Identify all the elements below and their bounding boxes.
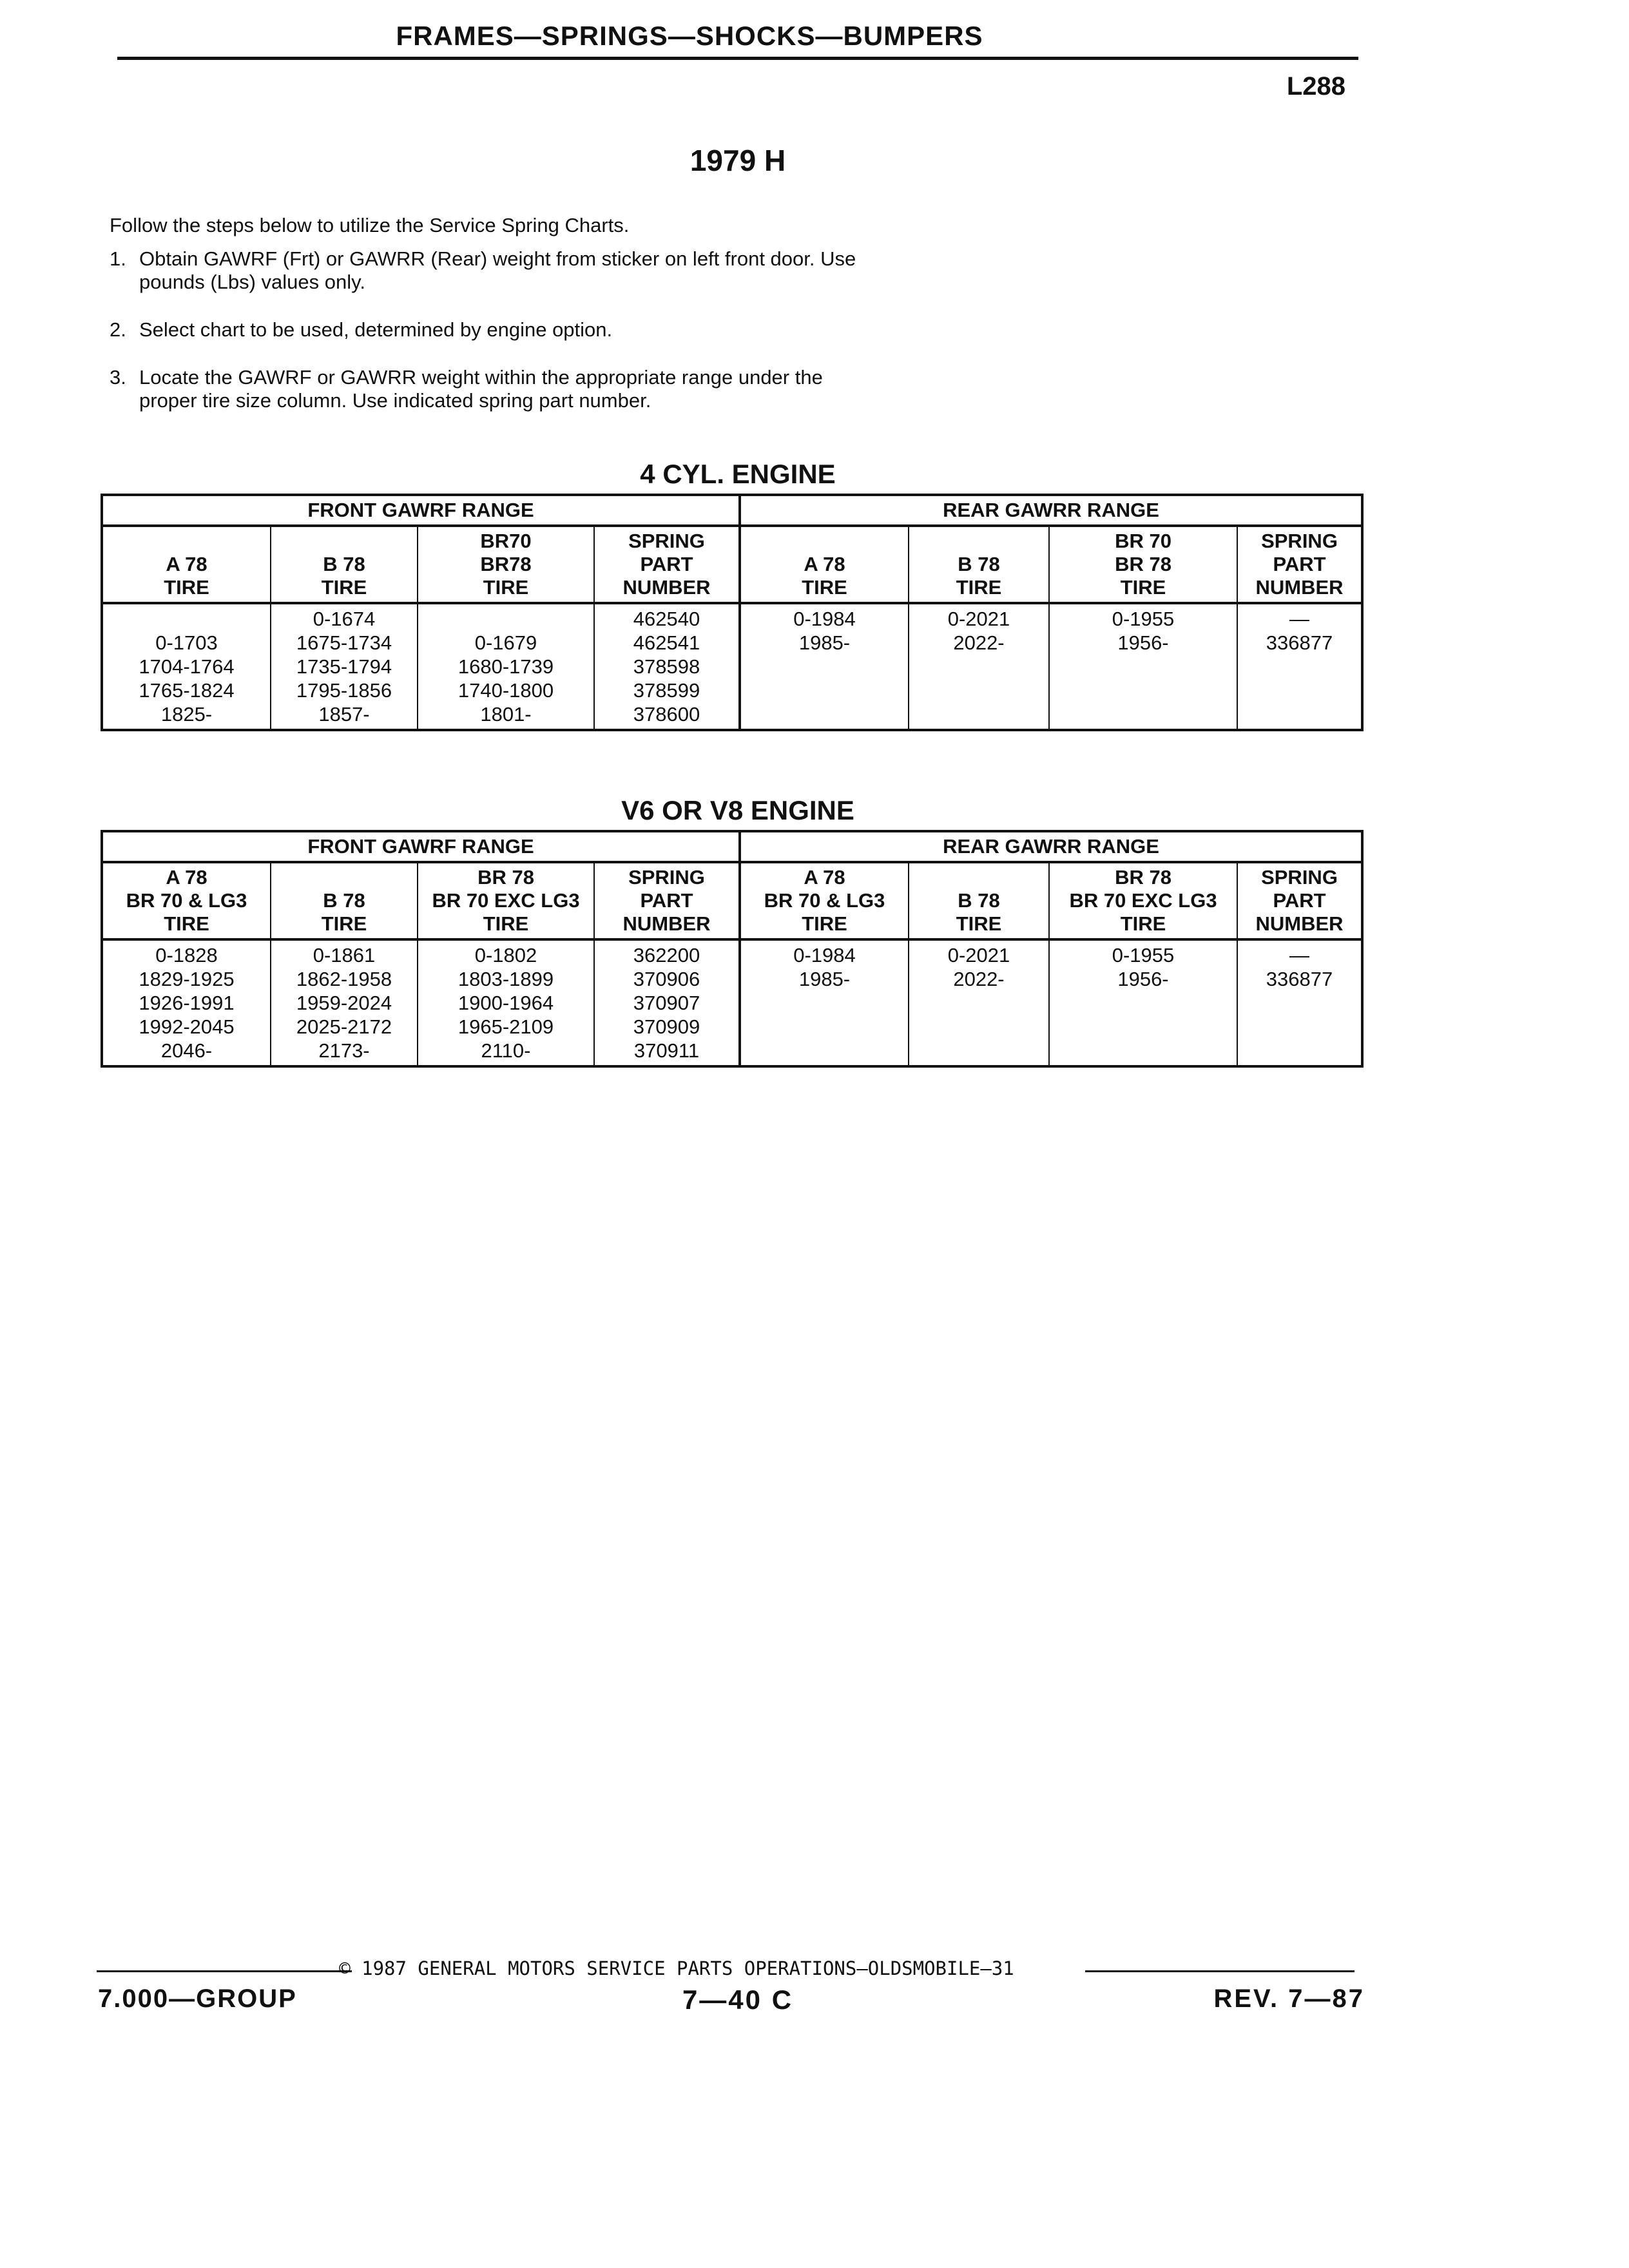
cell-value: 1926-1991 — [139, 992, 235, 1014]
cell-value: 1795-1856 — [296, 679, 392, 702]
cell-value: 1765-1824 — [139, 679, 235, 702]
column-header-line: TIRE — [1120, 912, 1166, 935]
cell-value: 0-2021 — [947, 608, 1010, 630]
header-rule — [117, 57, 1358, 60]
data-column — [418, 939, 594, 1066]
column-header-line: NUMBER — [622, 576, 711, 599]
instruction-step — [110, 318, 857, 341]
data-column — [740, 939, 909, 1066]
cell-value: 1965-2109 — [458, 1015, 554, 1038]
column-header-line — [909, 530, 1048, 553]
model-title: 1979 H — [689, 144, 786, 177]
column-header — [1237, 526, 1362, 603]
column-header-line: TIRE — [802, 912, 847, 935]
column-header-line: SPRING — [628, 866, 705, 889]
column-header-line: SPRING — [1261, 866, 1338, 889]
column-header-line: A 78 — [166, 553, 207, 575]
column-header-line: TIRE — [164, 912, 209, 935]
column-header — [740, 862, 909, 939]
column-header — [1237, 862, 1362, 939]
cell-value: 0-1703 — [155, 631, 218, 654]
data-column — [740, 603, 909, 730]
data-column — [594, 939, 740, 1066]
column-header-line: B 78 — [323, 553, 365, 575]
column-header-line: BR 78 — [1115, 553, 1171, 575]
column-header-line: TIRE — [164, 576, 209, 599]
footer-page-number: 7—40 C — [682, 1984, 794, 2015]
cell-value: 1704-1764 — [139, 655, 235, 678]
column-header-line: BR 70 & LG3 — [764, 889, 885, 912]
engine-heading-v6-v8: V6 OR V8 ENGINE — [621, 795, 854, 825]
cell-value: 1857- — [318, 703, 370, 726]
data-column — [1049, 939, 1237, 1066]
footer-group: 7.000—GROUP — [98, 1984, 297, 2013]
column-header — [740, 526, 909, 603]
column-header-line: BR 70 EXC LG3 — [1069, 889, 1217, 912]
page-code: L288 — [1286, 72, 1345, 101]
cell-value: 1735-1794 — [296, 655, 392, 678]
column-header-line: TIRE — [956, 912, 1002, 935]
column-header-line: BR 70 & LG3 — [126, 889, 247, 912]
data-column — [102, 939, 271, 1066]
column-header — [909, 862, 1049, 939]
cell-value: 0-1984 — [793, 608, 856, 630]
data-column — [271, 603, 418, 730]
cell-value: 2046- — [160, 1039, 213, 1062]
cell-value: 0-1984 — [793, 944, 856, 966]
cell-value: 1900-1964 — [458, 992, 554, 1014]
cell-value: 0-1955 — [1112, 944, 1175, 966]
cell-value: 1956- — [1117, 968, 1169, 990]
step-number: 1. — [110, 247, 126, 270]
cell-value: 1959-2024 — [296, 992, 392, 1014]
cell-value: 1825- — [160, 703, 213, 726]
column-header-line: PART — [1273, 889, 1326, 912]
cell-value: 0-1861 — [313, 944, 376, 966]
column-header-line: BR 78 — [477, 866, 534, 889]
instruction-steps — [110, 247, 857, 437]
column-header-line: NUMBER — [622, 912, 711, 935]
cell-value: 462541 — [633, 631, 700, 654]
column-header — [271, 862, 418, 939]
column-header — [418, 526, 594, 603]
column-header — [1049, 862, 1237, 939]
column-header-line: B 78 — [323, 889, 365, 912]
data-column — [594, 603, 740, 730]
column-header-line: A 78 — [804, 553, 845, 575]
column-header — [271, 526, 418, 603]
cell-value: 0-1828 — [155, 944, 218, 966]
cell-value: 2025-2172 — [296, 1015, 392, 1038]
data-column — [418, 603, 594, 730]
instruction-step — [110, 366, 857, 412]
cell-value: 378599 — [633, 679, 700, 702]
cell-value: 462540 — [633, 608, 700, 630]
data-column — [271, 939, 418, 1066]
cell-value: 1675-1734 — [296, 631, 392, 654]
cell-value: 370907 — [633, 992, 700, 1014]
column-header — [418, 862, 594, 939]
cell-value: 1829-1925 — [139, 968, 235, 990]
spring-chart-v6-v8 — [101, 830, 1364, 1068]
column-header-line: NUMBER — [1255, 912, 1344, 935]
cell-value: 378598 — [633, 655, 700, 678]
rear-range-header: REAR GAWRR RANGE — [740, 495, 1362, 526]
footer-revision: REV. 7—87 — [1213, 1984, 1365, 2013]
data-column — [1237, 939, 1362, 1066]
spring-chart-4cyl — [101, 494, 1364, 731]
cell-value: 0-1679 — [474, 631, 537, 654]
cell-value: 1956- — [1117, 631, 1169, 654]
column-header — [594, 862, 740, 939]
step-text: Obtain GAWRF (Frt) or GAWRR (Rear) weight from sticker on left front door. Use pounds (Lbs) values only. — [139, 247, 856, 293]
footer-rule-right — [1085, 1970, 1354, 1972]
cell-value: 0-1674 — [313, 608, 376, 630]
cell-value: 2022- — [953, 968, 1005, 990]
column-header-line: B 78 — [958, 553, 1000, 575]
step-number: 3. — [110, 366, 126, 389]
cell-value — [418, 607, 593, 631]
step-text: Select chart to be used, determined by engine option. — [139, 318, 613, 341]
cell-value: 1801- — [480, 703, 532, 726]
cell-value: 0-1802 — [474, 944, 537, 966]
column-header-line: SPRING — [1261, 530, 1338, 552]
cell-value: 1992-2045 — [139, 1015, 235, 1038]
cell-value: 370909 — [633, 1015, 700, 1038]
column-header-line: A 78 — [166, 866, 207, 889]
cell-value: 370906 — [633, 968, 700, 990]
cell-value: 336877 — [1266, 968, 1333, 990]
cell-value: 362200 — [633, 944, 700, 966]
data-column — [1237, 603, 1362, 730]
column-header-line — [103, 530, 270, 553]
cell-value: 2110- — [481, 1039, 531, 1062]
column-header-line: BR 78 — [1115, 866, 1171, 889]
column-header-line: TIRE — [956, 576, 1002, 599]
data-column — [1049, 603, 1237, 730]
column-header-line: PART — [640, 889, 693, 912]
column-header-line: TIRE — [1120, 576, 1166, 599]
column-header-line: BR78 — [480, 553, 532, 575]
column-header — [102, 526, 271, 603]
column-header — [102, 862, 271, 939]
instruction-step — [110, 247, 857, 294]
column-header-line: PART — [640, 553, 693, 575]
engine-heading-4cyl: 4 CYL. ENGINE — [640, 459, 836, 489]
column-header-line — [741, 530, 908, 553]
cell-value: 1985- — [798, 631, 851, 654]
cell-value: 1985- — [798, 968, 851, 990]
cell-value: — — [1289, 608, 1310, 630]
cell-value: 1680-1739 — [458, 655, 554, 678]
cell-value: 1803-1899 — [458, 968, 554, 990]
instructions-intro: Follow the steps below to utilize the Service Spring Charts. — [110, 214, 630, 236]
cell-value: 378600 — [633, 703, 700, 726]
cell-value: 1740-1800 — [458, 679, 554, 702]
column-header-line: SPRING — [628, 530, 705, 552]
column-header-line: NUMBER — [1255, 576, 1344, 599]
section-title: FRAMES—SPRINGS—SHOCKS—BUMPERS — [396, 21, 983, 51]
column-header — [1049, 526, 1237, 603]
column-header-line: BR 70 EXC LG3 — [432, 889, 580, 912]
cell-value: 2173- — [318, 1039, 370, 1062]
front-range-header: FRONT GAWRF RANGE — [102, 495, 740, 526]
column-header-line: TIRE — [321, 912, 367, 935]
cell-value — [103, 607, 270, 631]
column-header-line: TIRE — [321, 576, 367, 599]
rear-range-header: REAR GAWRR RANGE — [740, 831, 1362, 862]
column-header-line — [909, 866, 1048, 889]
cell-value: 1862-1958 — [296, 968, 392, 990]
cell-value: 0-1955 — [1112, 608, 1175, 630]
column-header-line: TIRE — [483, 912, 529, 935]
cell-value: 2022- — [953, 631, 1005, 654]
column-header-line — [271, 530, 417, 553]
cell-value: 336877 — [1266, 631, 1333, 654]
column-header-line: PART — [1273, 553, 1326, 575]
front-range-header: FRONT GAWRF RANGE — [102, 831, 740, 862]
column-header — [594, 526, 740, 603]
column-header-line: BR 70 — [1115, 530, 1171, 552]
column-header — [909, 526, 1049, 603]
column-header-line: B 78 — [958, 889, 1000, 912]
column-header-line: TIRE — [483, 576, 529, 599]
column-header-line: TIRE — [802, 576, 847, 599]
data-column — [909, 939, 1049, 1066]
copyright-line: © 1987 GENERAL MOTORS SERVICE PARTS OPERATIONS—OLDSMOBILE—31 — [339, 1957, 1014, 1979]
step-text: Locate the GAWRF or GAWRR weight within the appropriate range under the proper tire size column. Use indicated spring part number. — [139, 366, 823, 412]
cell-value: 0-2021 — [947, 944, 1010, 966]
column-header-line — [271, 866, 417, 889]
data-column — [909, 603, 1049, 730]
data-column — [102, 603, 271, 730]
cell-value: — — [1289, 944, 1310, 966]
column-header-line: A 78 — [804, 866, 845, 889]
step-number: 2. — [110, 318, 126, 341]
cell-value: 370911 — [633, 1039, 700, 1062]
column-header-line: BR70 — [480, 530, 532, 552]
